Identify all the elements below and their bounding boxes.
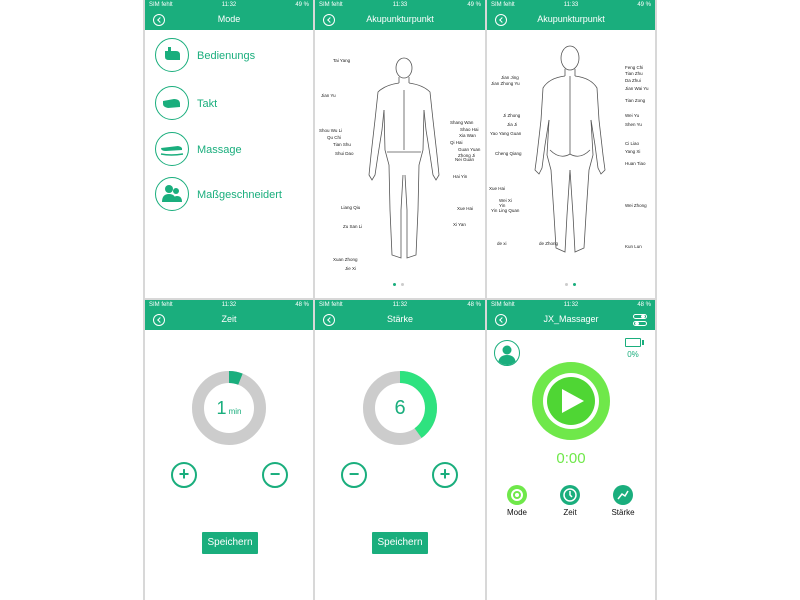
page-title: JX_Massager [543, 314, 599, 324]
page-title: Zeit [221, 314, 237, 324]
clock-icon [560, 485, 580, 505]
main-screen [487, 300, 655, 600]
users-icon [155, 177, 189, 211]
acupoint-label[interactable]: Jian Yu [321, 93, 336, 98]
time-ring [191, 370, 267, 446]
increase-button[interactable]: + [171, 462, 197, 488]
acupoint-label[interactable]: Guan Yuan [458, 147, 481, 152]
battery-icon-tip [642, 340, 644, 345]
nav-bar [145, 11, 313, 30]
acupoint-label[interactable]: de xi [497, 241, 507, 246]
tab-label: Zeit [563, 508, 577, 517]
acupoint-label[interactable]: Liang Qiu [341, 205, 361, 210]
chart-icon [613, 485, 633, 505]
page-indicator[interactable] [401, 283, 404, 286]
battery-icon [625, 338, 641, 347]
mode-label: Maßgeschneidert [197, 189, 282, 201]
timer-display: 0:00 [556, 450, 586, 467]
acupoint-label[interactable]: Shang Wan [450, 120, 474, 125]
nav-bar [315, 11, 485, 30]
acupoint-label[interactable]: Shen Yu [625, 122, 642, 127]
nav-bar [315, 311, 485, 330]
acupoint-front-screen [315, 0, 485, 298]
hand-tap-icon [155, 86, 189, 120]
mode-label: Takt [197, 98, 218, 110]
tab-staerke[interactable] [603, 485, 643, 517]
acupoint-label[interactable]: Jian Jing [501, 75, 519, 80]
acupoint-label[interactable]: Ji Zhong [503, 113, 521, 118]
save-button[interactable]: Speichern [202, 532, 258, 554]
time-value: 1 [216, 397, 227, 418]
page-title: Akupunkturpunkt [366, 14, 434, 24]
clock-label: 11:32 [221, 302, 237, 308]
tab-zeit[interactable] [550, 485, 590, 517]
acupoint-label[interactable]: Tian Shu [333, 142, 351, 147]
acupoint-label[interactable]: Nei Guan [455, 157, 475, 162]
play-icon [560, 387, 586, 415]
zeit-screen [145, 300, 313, 600]
panel-divider [655, 0, 657, 600]
clock-label: 11:32 [221, 2, 237, 8]
page-title: Stärke [386, 314, 413, 324]
mode-label: Massage [197, 144, 242, 156]
intensity-ring [362, 370, 438, 446]
increase-button[interactable]: + [432, 462, 458, 488]
carrier-label: SIM fehlt [149, 302, 173, 308]
acupoint-label[interactable]: Ci Liao [625, 141, 640, 146]
acupoint-label[interactable]: Qi Hai [450, 140, 463, 145]
nav-bar [487, 11, 655, 30]
acupoint-label[interactable]: Zhong Ji [458, 153, 476, 158]
acupoint-label[interactable]: Kun Lun [625, 244, 642, 249]
acupoint-label[interactable]: Feng Chi [625, 65, 644, 70]
carrier-label: SIM fehlt [149, 2, 173, 8]
nav-bar [487, 311, 655, 330]
save-button[interactable]: Speichern [372, 532, 428, 554]
status-bar [145, 300, 313, 311]
page-indicator[interactable] [565, 283, 568, 286]
toggle-icon[interactable] [633, 314, 647, 326]
page-title: Mode [217, 14, 241, 24]
clock-label: 11:33 [392, 2, 408, 8]
acupoint-label[interactable]: Xuan Zhong [333, 257, 358, 262]
acupoint-label[interactable]: de Zhong [539, 241, 559, 246]
acupoint-label[interactable]: Tai Yang [333, 58, 351, 63]
time-value-wrap [191, 370, 267, 446]
page-title: Akupunkturpunkt [537, 14, 605, 24]
acupoint-label[interactable]: Tian Zhu [625, 71, 643, 76]
decrease-button[interactable]: − [341, 462, 367, 488]
battery-label: 48 % [295, 302, 309, 308]
tab-label: Stärke [611, 508, 635, 517]
acupoint-label[interactable]: Xue Hai [489, 186, 506, 191]
acupoint-label[interactable]: Xue Hai [457, 206, 474, 211]
hand-massage-icon [155, 132, 189, 166]
acupoint-label[interactable]: Shao Hai [460, 127, 479, 132]
battery-label: 49 % [637, 2, 651, 8]
decrease-button[interactable]: − [262, 462, 288, 488]
status-bar [315, 300, 485, 311]
mode-item-massage[interactable] [155, 132, 305, 170]
nav-bar [145, 311, 313, 330]
mode-screen [145, 0, 313, 298]
mode-item-massgeschneidert[interactable] [155, 177, 305, 215]
acupoint-label[interactable]: Huan Tiao [625, 161, 646, 166]
battery-label: 48 % [637, 302, 651, 308]
clock-label: 11:32 [563, 302, 579, 308]
acupoint-label[interactable]: Xi Yan [453, 222, 466, 227]
avatar-icon[interactable] [494, 340, 520, 366]
status-bar [487, 300, 655, 311]
acupoint-label[interactable]: Jie Xi [345, 266, 357, 271]
carrier-label: SIM fehlt [319, 2, 343, 8]
acupoint-label[interactable]: Yin Ling Quan [491, 208, 520, 213]
intensity-value-wrap [362, 370, 438, 446]
status-bar [487, 0, 655, 11]
gear-icon [507, 485, 527, 505]
acupoint-label[interactable]: Yin [499, 203, 506, 208]
battery-percent: 0% [627, 350, 639, 359]
acupoint-label[interactable]: Tian Zong [625, 98, 646, 103]
page-indicator-active [573, 283, 576, 286]
mode-item-takt[interactable] [155, 86, 305, 124]
staerke-screen [315, 300, 485, 600]
mode-label: Bedienungs [197, 50, 256, 62]
acupoint-label[interactable]: Jian Wai Yu [625, 86, 649, 91]
status-bar [145, 0, 313, 11]
acupoint-label[interactable]: Qu Chi [327, 135, 342, 140]
acupoint-label[interactable]: Shui Dao [335, 151, 354, 156]
battery-label: 49 % [295, 2, 309, 8]
acupoint-label[interactable]: Hai Yin [453, 174, 468, 179]
clock-label: 11:32 [392, 302, 408, 308]
acupoint-label[interactable]: Zu San Li [343, 224, 363, 229]
acupoint-label[interactable]: Jia Ji [507, 122, 518, 127]
acupoint-label[interactable]: Wei Zhong [625, 203, 647, 208]
intensity-value: 6 [394, 396, 406, 419]
hand-press-icon [155, 38, 189, 72]
page-indicator-active [393, 283, 396, 286]
battery-label: 48 % [467, 302, 481, 308]
acupoint-label[interactable]: Xia Wan [459, 133, 476, 138]
clock-label: 11:33 [563, 2, 579, 8]
acupoint-label[interactable]: Wei Yu [625, 113, 640, 118]
battery-label: 49 % [467, 2, 481, 8]
acupoint-back-screen [487, 0, 655, 298]
time-unit: min [228, 406, 242, 416]
acupoint-label[interactable]: Cheng Qiang [495, 151, 522, 156]
acupoint-label[interactable]: Da Zhui [625, 78, 641, 83]
status-bar [315, 0, 485, 11]
acupoint-label[interactable]: Shou Wu Li [319, 128, 343, 133]
carrier-label: SIM fehlt [491, 2, 515, 8]
play-button[interactable] [532, 362, 610, 440]
acupoint-label[interactable]: Yang Xi [625, 149, 641, 154]
acupoint-label[interactable]: Wei Xi [499, 198, 512, 203]
tab-label: Mode [506, 508, 527, 517]
mode-item-bedienungs[interactable] [155, 38, 305, 76]
tab-mode[interactable] [497, 485, 537, 517]
carrier-label: SIM fehlt [319, 302, 343, 308]
acupoint-label[interactable]: Jian Zhong Yu [491, 81, 520, 86]
carrier-label: SIM fehlt [491, 302, 515, 308]
acupoint-label[interactable]: Yao Yang Guan [490, 131, 522, 136]
